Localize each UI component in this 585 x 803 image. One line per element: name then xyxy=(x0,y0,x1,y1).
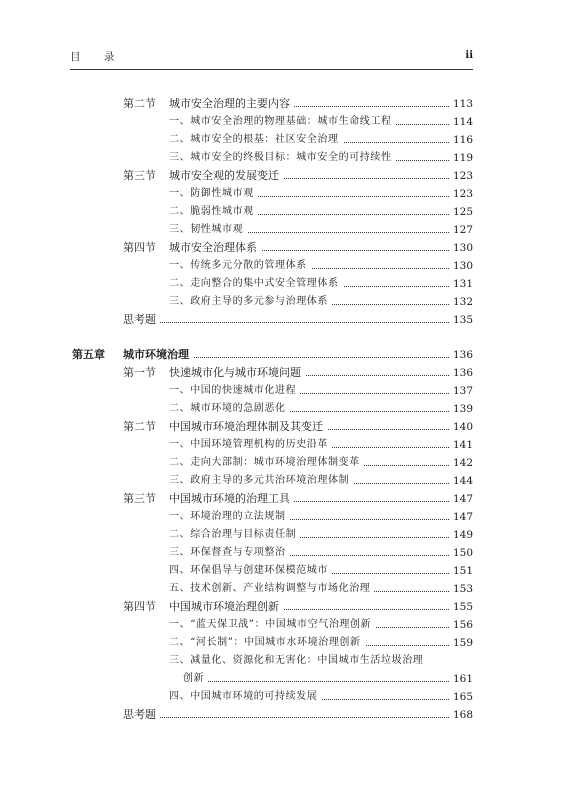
toc-subsection xyxy=(0,400,585,418)
page-number: 144 xyxy=(449,472,473,490)
page-number: 135 xyxy=(449,311,473,329)
dot-leader xyxy=(133,717,459,718)
entry-title: 二、“河长制”：中国城市水环境治理创新 xyxy=(169,634,365,652)
entry-title: 二、城市环境的急剧恶化 xyxy=(169,400,290,418)
page-number: 159 xyxy=(449,634,473,652)
section-number: 第一节 xyxy=(123,366,156,379)
entry-title: 创新 xyxy=(183,670,208,688)
toc-subsection xyxy=(0,275,585,293)
toc-subsection xyxy=(0,149,585,167)
page-number: 155 xyxy=(449,598,473,616)
entry-title: 城市安全观的发展变迁 xyxy=(169,167,283,185)
toc-section xyxy=(0,598,585,616)
section-number: 第三节 xyxy=(123,169,156,182)
section-number: 第四节 xyxy=(123,241,156,254)
entry-title: 二、走向大部制：城市环境治理体制变革 xyxy=(169,454,364,472)
entry-title: 五、技术创新、产业结构调整与市场化治理 xyxy=(169,580,374,598)
page-number: 130 xyxy=(449,257,473,275)
page-number: 165 xyxy=(449,688,473,706)
entry-title: 一、“蓝天保卫战”：中国城市空气治理创新 xyxy=(169,616,375,634)
toc-subsection xyxy=(0,293,585,311)
toc-subsection xyxy=(0,526,585,544)
toc-subsection xyxy=(0,203,585,221)
entry-title: 一、城市安全治理的物理基础：城市生命线工程 xyxy=(169,113,396,131)
entry-title: 二、城市安全的根基：社区安全治理 xyxy=(169,131,343,149)
entry-title: 一、传统多元分散的管理体系 xyxy=(169,257,311,275)
toc-section xyxy=(0,490,585,508)
page-number: 141 xyxy=(449,436,473,454)
entry-title: 中国城市环境的治理工具 xyxy=(169,490,294,508)
entry-title: 二、综合治理与目标责任制 xyxy=(169,526,300,544)
page-number: 147 xyxy=(449,508,473,526)
section-number: 第三节 xyxy=(123,492,156,505)
page-number: 130 xyxy=(449,239,473,257)
dot-leader xyxy=(133,322,459,323)
toc-subsection xyxy=(0,185,585,203)
page-number: 123 xyxy=(449,167,473,185)
entry-title: 一、防御性城市观 xyxy=(169,185,258,203)
toc-subsection xyxy=(0,454,585,472)
entry-title: 中国城市环境治理创新 xyxy=(169,598,283,616)
toc-chapter xyxy=(0,346,585,364)
toc-section xyxy=(0,364,585,382)
page-number-roman: ii xyxy=(465,50,473,61)
toc-subsection xyxy=(0,221,585,239)
entry-title: 三、环保督查与专项整治 xyxy=(169,544,290,562)
entry-title: 一、中国的快速城市化进程 xyxy=(169,382,300,400)
toc-subsection xyxy=(0,436,585,454)
entry-title: 快速城市化与城市环境问题 xyxy=(169,364,305,382)
toc-subsection xyxy=(0,652,585,670)
page-number: 136 xyxy=(449,364,473,382)
entry-title: 一、环境治理的立法规制 xyxy=(169,508,290,526)
toc-section xyxy=(0,95,585,113)
toc-subsection xyxy=(0,131,585,149)
page-number: 161 xyxy=(449,670,473,688)
page-number: 149 xyxy=(449,526,473,544)
entry-title: 三、政府主导的多元共治环境治理体制 xyxy=(169,472,353,490)
page-number: 139 xyxy=(449,400,473,418)
toc-subsection xyxy=(0,508,585,526)
toc-section xyxy=(0,418,585,436)
page-number: 156 xyxy=(449,616,473,634)
page-number: 168 xyxy=(449,706,473,724)
toc-subsection xyxy=(0,580,585,598)
toc-subsection xyxy=(0,634,585,652)
entry-title: 三、政府主导的多元参与治理体系 xyxy=(169,293,332,311)
page-number: 137 xyxy=(449,382,473,400)
page-number: 131 xyxy=(449,275,473,293)
toc-subsection xyxy=(0,688,585,706)
page-number: 119 xyxy=(449,149,473,167)
page-number: 153 xyxy=(449,580,473,598)
page-number: 127 xyxy=(449,221,473,239)
chapter-number: 第五章 xyxy=(72,348,105,361)
entry-title: 城市安全治理体系 xyxy=(169,239,261,257)
section-number: 第二节 xyxy=(123,420,156,433)
running-header-title: 目 录 xyxy=(70,51,125,63)
entry-title: 三、城市安全的终极目标：城市安全的可持续性 xyxy=(169,149,396,167)
entry-title: 三、韧性城市观 xyxy=(169,221,247,239)
entry-title: 二、走向整合的集中式安全管理体系 xyxy=(169,275,343,293)
page-number: 123 xyxy=(449,185,473,203)
section-number: 第二节 xyxy=(123,97,156,110)
toc-subsection xyxy=(0,113,585,131)
entry-title: 中国城市环境治理体制及其变迁 xyxy=(169,418,327,436)
page-number: 125 xyxy=(449,203,473,221)
entry-title: 思考题 xyxy=(123,311,160,329)
toc-section xyxy=(0,167,585,185)
entry-title: 四、中国城市环境的可持续发展 xyxy=(169,688,321,706)
header-rule xyxy=(70,69,473,70)
entry-title: 一、中国环境管理机构的历史沿革 xyxy=(169,436,332,454)
page-number: 116 xyxy=(449,131,473,149)
page-number: 150 xyxy=(449,544,473,562)
entry-title: 二、脆弱性城市观 xyxy=(169,203,258,221)
toc-subsection xyxy=(0,616,585,634)
entry-title: 四、环保倡导与创建环保模范城市 xyxy=(169,562,332,580)
page-number: 142 xyxy=(449,454,473,472)
toc-subsection xyxy=(0,562,585,580)
toc-subsection xyxy=(0,472,585,490)
toc-subsection xyxy=(0,382,585,400)
toc-subsection xyxy=(0,670,585,688)
entry-title: 城市安全治理的主要内容 xyxy=(169,95,294,113)
toc-questions xyxy=(0,706,585,724)
toc-subsection xyxy=(0,257,585,275)
entry-title: 三、减量化、资源化和无害化：中国城市生活垃圾治理 xyxy=(169,652,427,670)
section-number: 第四节 xyxy=(123,600,156,613)
toc-section xyxy=(0,239,585,257)
page-number: 140 xyxy=(449,418,473,436)
page-number: 151 xyxy=(449,562,473,580)
entry-title: 城市环境治理 xyxy=(123,346,193,364)
page-number: 114 xyxy=(449,113,473,131)
entry-title: 思考题 xyxy=(123,706,160,724)
page-number: 132 xyxy=(449,293,473,311)
page-number: 136 xyxy=(449,346,473,364)
dot-leader xyxy=(193,681,459,682)
toc-subsection xyxy=(0,544,585,562)
page-number: 147 xyxy=(449,490,473,508)
page-number: 113 xyxy=(449,95,473,113)
toc-questions xyxy=(0,311,585,329)
